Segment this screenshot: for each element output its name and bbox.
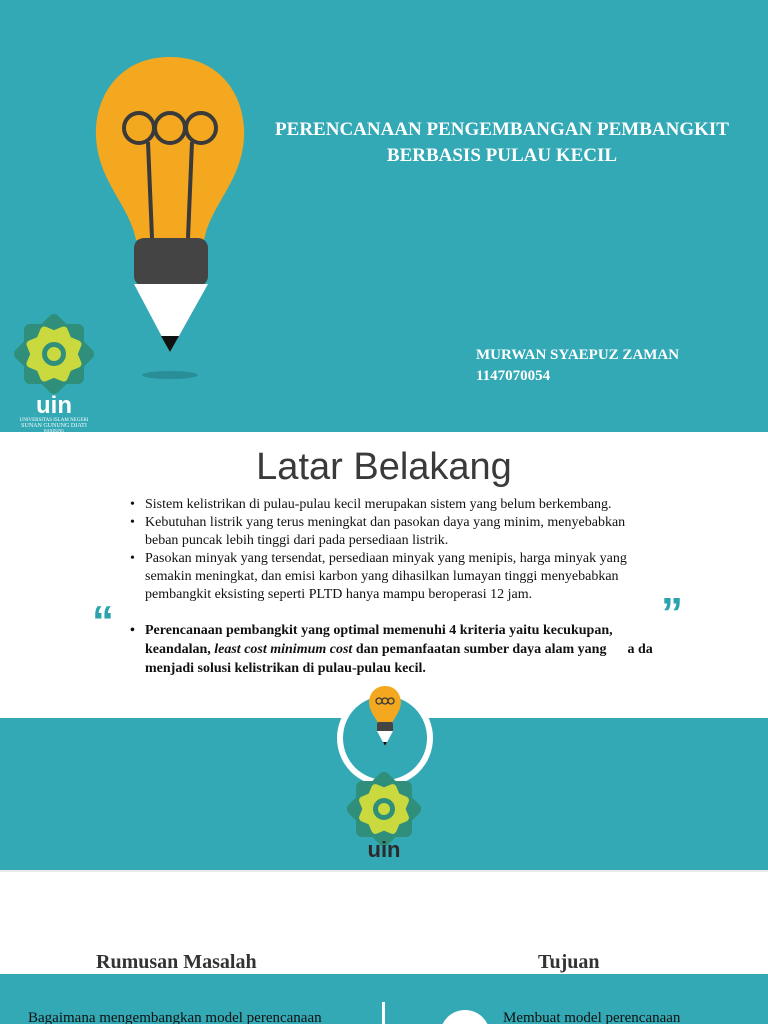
pencil-icon: [134, 238, 208, 352]
column-divider: [382, 1002, 385, 1024]
presentation-title: PERENCANAAN PENGEMBANGAN PEMBANGKIT BERBASIS PULAU KECIL: [275, 119, 729, 166]
slide-title: Latar Belakang: [256, 446, 512, 488]
uin-logo-line3: BANDUNG: [44, 428, 64, 432]
highlight-text-before: Perencanaan pembangkit yang optimal memenuhi 4 kriteria yaitu kecukupan, keandalan,: [145, 623, 613, 657]
lightbulb-pencil-small-icon: [369, 686, 401, 746]
objective-text: Membuat model perencanaan: [503, 1010, 681, 1024]
author-block: [476, 345, 679, 387]
author-id: 1147070054: [476, 368, 551, 384]
uin-logo-emblem: [12, 312, 97, 397]
highlight-text-after: dan pemanfaatan sumber daya alam yang a da menjadi solusi kelistrikan di pulau-pulau kecil.: [145, 642, 653, 676]
background-slide: [0, 432, 768, 870]
uin-logo-line2: SUNAN GUNUNG DJATI: [21, 423, 87, 429]
problem-heading: Rumusan Masalah: [96, 951, 257, 973]
close-quote-mark: ”: [661, 589, 683, 638]
list-item: • Pasokan minyak yang tersendat, persediaan minyak yang menipis, harga minyak yang semakin meningkat, dan emisi karbon yang dihasilkan lumayan tinggi menyebabkan pembangkit eksisting seperti PLTD hanya mampu beroperasi 12 jam.: [130, 550, 660, 604]
list-item: • Kebutuhan listrik yang terus meningkat dan pasokan daya yang minim, menyebabkan beban puncak lebih tinggi dari pada persediaan listrik.: [130, 514, 660, 550]
title-slide: [0, 0, 768, 432]
uin-logo-wordmark: uin: [36, 392, 72, 419]
bullet-dot: •: [130, 623, 135, 638]
problem-text: Bagaimana mengembangkan model perencanaan: [28, 1010, 322, 1024]
list-item: • Sistem kelistrikan di pulau-pulau kecil merupakan sistem yang belum berkembang.: [130, 496, 660, 514]
highlight-text-italic: least cost minimum cost: [214, 642, 353, 657]
uin-logo-wordmark: uin: [367, 837, 401, 862]
objective-heading: Tujuan: [538, 951, 600, 973]
author-name: MURWAN SYAEPUZ ZAMAN: [476, 347, 680, 363]
slide2-graphics: [0, 432, 768, 870]
open-quote-mark: “: [92, 597, 114, 646]
uin-logo-line1: UNIVERSITAS ISLAM NEGERI: [19, 418, 89, 423]
problem-objective-slide: [0, 872, 768, 1024]
